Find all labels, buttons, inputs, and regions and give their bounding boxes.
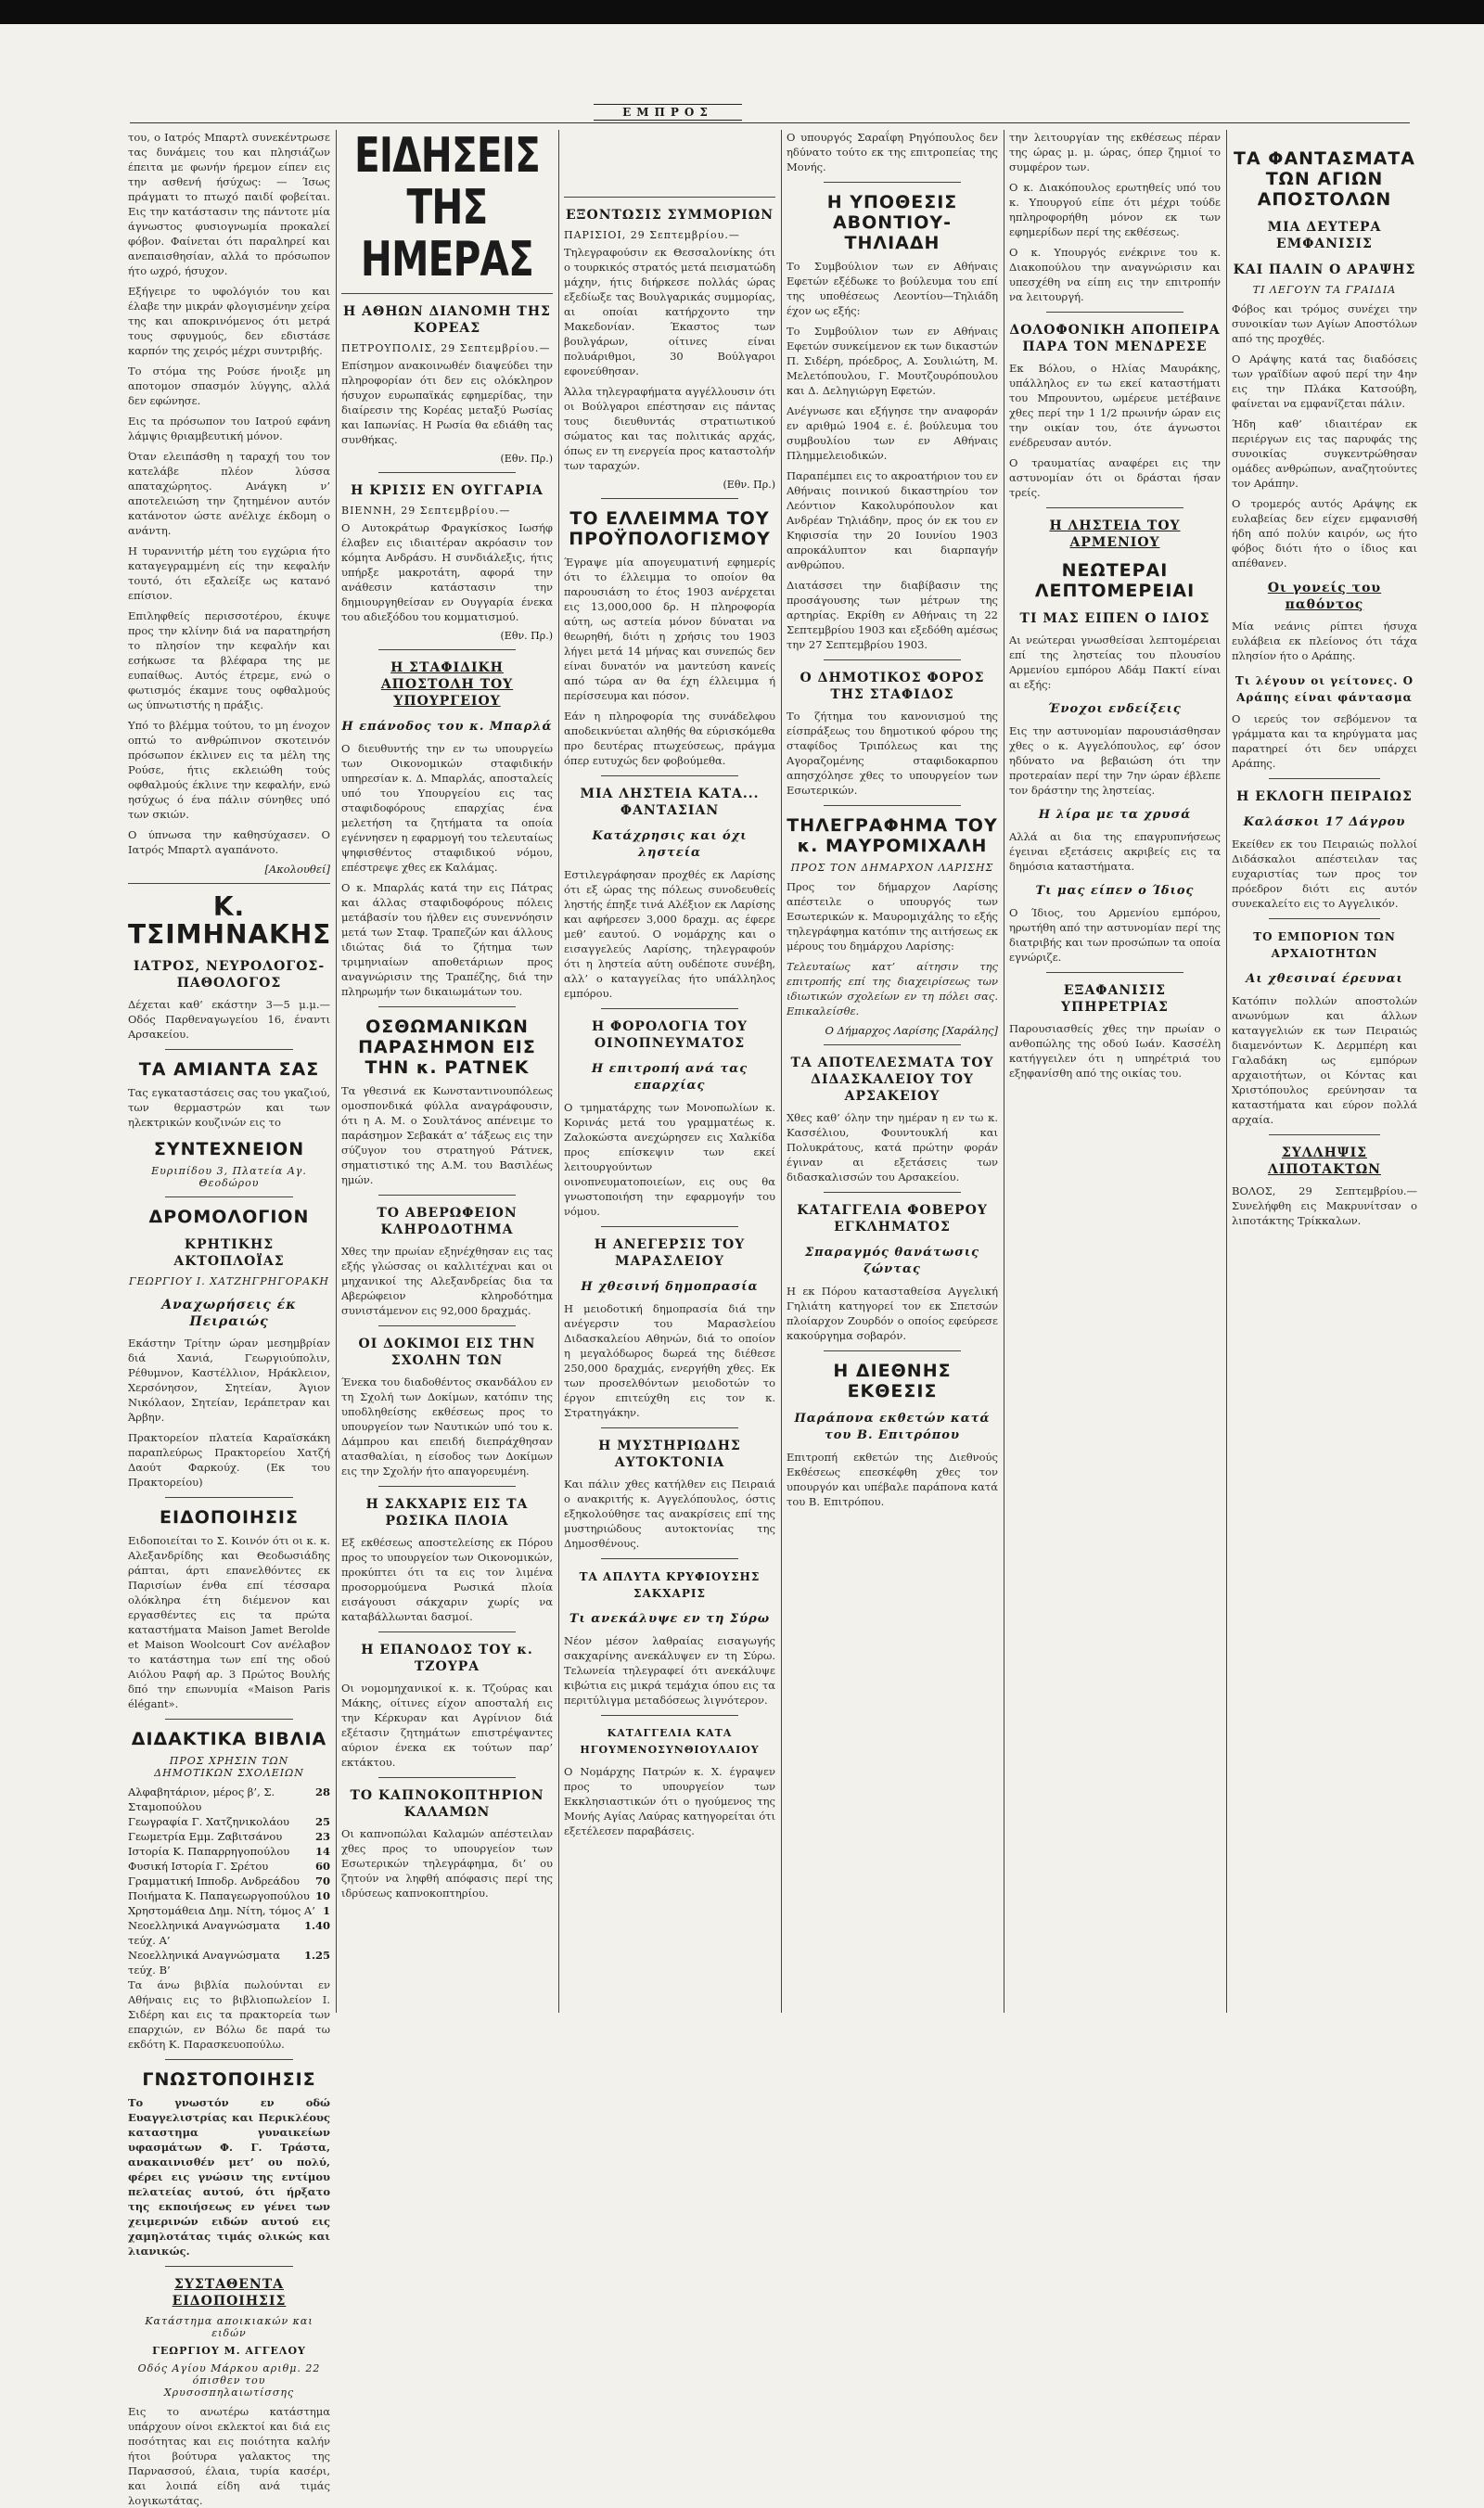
article-heading: Η ΚΡΙΣΙΣ ΕΝ ΟΥΓΓΑΡΙΑ <box>351 483 544 498</box>
article-heading: Η ΣΤΑΦΙΔΙΚΗ ΑΠΟΣΤΟΛΗ ΤΟΥ ΥΠΟΥΡΓΕΙΟΥ <box>380 660 514 709</box>
books-subheading: ΠΡΟΣ ΧΡΗΣΙΝ ΤΩΝ ΔΗΜΟΤΙΚΩΝ ΣΧΟΛΕΙΩΝ <box>154 1755 304 1779</box>
ad-heading: ΤΑ ΑΜΙΑΝΤΑ ΣΑΣ <box>138 1059 320 1080</box>
article-text: του, ο Ιατρός Μπαρτλ συνεκέντρωσε τας δυνάμεις του και πλησιάζων έπειτα με φωνήν ήρεμον είπεν εις την ασθενή ήσύχως: — Ίσως πράγματι το πτωχό παιδί φοβείται. Εις την κατάστασιν της πάντοτε μία άγνωστος φυσιογνωμία προκαλεί φόβον. Φαίνεται ότι παραληρεί και ανεπαισθησίαν, αλλά το πρόσωπον ήτο ωχρό, ήσυχον. <box>128 131 330 277</box>
article-heading: ΤΟ ΕΜΠΟΡΙΟΝ ΤΩΝ ΑΡΧΑΙΟΤΗΤΩΝ <box>1253 930 1396 960</box>
divider <box>1046 972 1183 973</box>
ad-text: Εκάστην Τρίτην ώραν μεσημβρίαν διά Χανιά, Γεωργιούπολιν, Ρέθυμνον, Καστέλλιον, Ηράκλειον, Χερσόνησον, Σητείαν, Άγιον Νικόλαον, Σητείαν, Ιεράπετραν και Άρβην. <box>128 1337 330 1424</box>
divider <box>378 1195 516 1196</box>
divider <box>601 1715 738 1716</box>
article-text: Το Συμβούλιον των εν Αθήναις Εφετών εξέδωκε το βούλευμα του επί της υποθέσεως Λεοντίου—Τηλιάδη έχον ως εξής: <box>787 260 998 317</box>
news-source: (Εθν. Πρ.) <box>500 453 553 465</box>
article-heading: ΣΥΛΛΗΨΙΣ ΛΙΠΟΤΑΚΤΩΝ <box>1268 1145 1381 1177</box>
article-heading: Η ΕΠΑΝΟΔΟΣ ΤΟΥ κ. ΤΖΟΥΡΑ <box>361 1643 533 1674</box>
article-text: Ο Αυτοκράτωρ Φραγκίσκος Ιωσήφ έλαβεν εις ιδιαιτέραν ακρόασιν τον κόμητα Ανδράσυ. Η συνδιάλεξις, ήτις υπήρξε μακροτάτη, αφορά την ανάθεσιν κατάστασιν την δημιουργηθείσαν εν Ουγγαρία ένεκα του αδιεξόδου του κομματισμού. <box>341 521 553 623</box>
article-lead: Κατάχρησις και όχι ληστεία <box>592 829 748 860</box>
article-text: Ο ιερεύς τον σεβόμενον τα γράμματα και τα κηρύγματα μας παρατηρεί ότι δεν υπάρχει Αράπης. <box>1232 712 1417 770</box>
divider <box>165 2059 293 2060</box>
divider <box>378 1486 516 1487</box>
article-text: Ο κ. Διακόπουλος ερωτηθείς υπό του κ. Υπουργού είπε ότι μέχρι τούδε ηπληροφορήθη μόνον εκ των εφημερίδων περί της εκθέσεως. <box>1009 181 1221 238</box>
article-text: Το στόμα της Ρούσε ήνοιξε μη αποτομον σπασμόν λύγγης, αλλά δεν εφώνησε. <box>128 365 330 407</box>
article-heading: ΤΑ ΦΑΝΤΑΣΜΑΤΑ ΤΩΝ ΑΓΙΩΝ ΑΠΟΣΤΟΛΩΝ <box>1234 148 1415 210</box>
header-rule <box>130 122 1410 123</box>
divider <box>1046 507 1183 508</box>
article-heading: ΔΟΛΟΦΟΝΙΚΗ ΑΠΟΠΕΙΡΑ ΠΑΡΑ ΤΟΝ ΜΕΝΔΡΕΣΕ <box>1009 323 1221 354</box>
divider <box>564 197 775 198</box>
shop-address: Οδός Αγίου Μάρκου αριθμ. 22 όπισθεν του Χρυσοσπηλαιωτίσσης <box>137 2362 321 2399</box>
article-text: Εκ Βόλου, ο Ηλίας Μαυράκης, υπάλληλος εν τω εκεί καταστήματι του Μπρουντου, ωμέρευε μετέβαινε χθες περί την 1 1/2 πρωινήν ώραν εις την οικίαν του, ότε άγνωστοι ενέδρευσαν αυτόν. <box>1009 362 1221 449</box>
news-source: (Εθν. Πρ.) <box>500 630 553 642</box>
article-text: Οι καπνοπώλαι Καλαμών απέστειλαν χθες προς το υπουργείον των Εσωτερικών τηλεγράφημα, δι’ ου ζητούν να ληφθή απόφασις περί της ιδρύσεως καπνοκοπτηρίου. <box>341 1827 553 1900</box>
article-text: Επιτροπή εκθετών της Διεθνούς Εκθέσεως επεσκέφθη χθες τον υπουργόν και υπέβαλε παράπονα κατά του Β. Επιτρόπου. <box>787 1451 998 1508</box>
divider <box>1269 1134 1380 1135</box>
divider <box>1269 918 1380 919</box>
article-heading: ΟΙ ΔΟΚΙΜΟΙ ΕΙΣ ΤΗΝ ΣΧΟΛΗΝ ΤΩΝ <box>358 1337 536 1368</box>
article-text: Φόβος και τρόμος συνέχει την συνοικίαν των Αγίων Αποστόλων από της προχθές. <box>1232 302 1417 345</box>
masthead: ΕΜΠΡΟΣ <box>594 104 742 121</box>
article-subheading: ΤΙ ΛΕΓΟΥΝ ΤΑ ΓΡΑΙΔΙΑ <box>1252 284 1397 296</box>
divider <box>601 775 738 776</box>
shop-text: Εις το ανωτέρω κατάστημα υπάρχουν οίνοι εκλεκτοί και διά εις ποσότητας και εις ποιότητα καλήν ήτοι βούτυρα γαλακτος της Παρνασσού, έλαια, τυρία κασέρι, και λοιπά είδη ανά τιμάς λογικωτάτας. <box>128 2405 330 2507</box>
article-text: Έγραψε μία απογευματινή εφημερίς ότι το έλλειμμα το οποίον θα παρουσιάση το έτος 1903 ανέρχεται εις 13,000,000 δρ. Η πληροφορία αύτη, ως αστεία μόνον δύναται να θεωρηθή, διότι η χρήσις του 1903 λήγει μετά 14 μήνας και συνεπώς δεν είναι δυνατόν να μαντεύση κανείς από τώρα αν θα έχη έλλειμμα ή περίσσευμα και πόσον. <box>564 556 775 702</box>
article-text: Παραπέμπει εις το ακροατήριον του εν Αθήναις ποινικού δικαστηρίου τον Λεόντιον Κακολυρόπουλον και Ανδρέαν Τηλιάδην, προς όν εκ του εν Κηφισσία την 20 Ιουνίου 1903 απροκάλυπτον και διαρπαγήν ανθρώπου. <box>787 469 998 571</box>
article-lead: Καλάσκοι 17 Δάγρου <box>1243 815 1406 829</box>
divider <box>378 1325 516 1326</box>
shop-owner: ΓΕΩΡΓΙΟΥ Μ. ΑΓΓΕΛΟΥ <box>152 2345 306 2357</box>
column-1 <box>128 130 332 2507</box>
ad-text: Δέχεται καθ’ εκάστην 3—5 μ.μ.—Οδός Παρθεναγωγείου 16, έναντι Αρσακείου. <box>128 998 330 1041</box>
article-heading: ΤΟ ΕΛΛΕΙΜΜΑ ΤΟΥ ΠΡΟΫΠΟΛΟΓΙΣΜΟΥ <box>569 508 771 549</box>
article-text: Εάν η πληροφορία της συνάδελφου αποδεικνύεται αληθής θα εύρισκόμεθα προ δευτέρας πτωχεύσεως, πράγμα όπερ ευτυχώς δεν φοβούμεθα. <box>564 710 775 767</box>
column-3 <box>564 130 775 2013</box>
article-heading: ΤΑ ΑΠΟΤΕΛΕΣΜΑΤΑ ΤΟΥ ΔΙΔΑΣΚΑΛΕΙΟΥ ΤΟΥ ΑΡΣΑΚΕΙΟΥ <box>790 1056 994 1104</box>
book-row: Γραμματική Ιπποδρ. Ανδρεάδου 70 <box>128 1875 330 1887</box>
article-lead: Τι ανεκάλυψε εν τη Σύρω <box>569 1612 771 1626</box>
article-lead: Τι λέγουν οι γείτονες. Ο Αράπης είναι φάντασμα <box>1235 674 1414 704</box>
books-heading: ΔΙΔΑΚΤΙΚΑ ΒΙΒΛΙΑ <box>131 1729 327 1749</box>
article-text: Χθες καθ’ όλην την ημέραν η εν τω κ. Κασσέλιου, Φουντουκλή και Πολυκράτους, κατά πρώτην φοράν έγιναν αι εξετάσεις των διδασκαλισσών του Αρσακείου. <box>787 1111 998 1184</box>
article-text: Διατάσσει την διαβίβασιν της προσάγουσης των μέτρων της αρτηρίας. Εκρίθη εν Αθήναις τη 22 Σεπτεμβρίου 1903 και εξεδόθη αμέσως την 27 Σεπτεμβρίου 1903. <box>787 579 998 651</box>
ad-text: Πρακτορείον πλατεία Καραϊσκάκη παραπλεύρως Πρακτορείου Χατζή Δαούτ Φαρκούχ. (Εκ του Πρακτορείου) <box>128 1431 330 1489</box>
article-text: Η μειοδοτική δημοπρασία διά την ανέγερσιν του Μαρασλείου Διδασκαλείου Αθηνών, διά το οποίον η μεγαλόδωρος δωρεά της διέθεσε 250,000 δραχμάς, ενεργήθη χθες. Εκ των προσελθόντων μειοδοτών το έργον επιτεύχθη εις τον κ. Στρατηγάκην. <box>564 1302 775 1419</box>
divider <box>824 182 961 183</box>
article-lead: Ένοχοι ενδείξεις <box>1048 702 1182 716</box>
divider <box>378 1777 516 1778</box>
shop-heading: ΣΥΣΤΑΘΕΝΤΑ ΕΙΔΟΠΟΙΗΣΙΣ <box>172 2277 287 2309</box>
article-text: Κατόπιν πολλών αποστολών ανωνύμων και άλλων καταγγελιών εκ των Πειραιώς διαμενόντων Κ. Δερμπέρη και Γαλαδάκη ως εμπόρων αρχαιοτήτων, οι Κόντας και Χριστόπουλος ερεύνησαν τα καταστήματα και εύρον πολλά αρχαία. <box>1232 994 1417 1126</box>
column-2 <box>341 130 553 2013</box>
article-text: Υπό το βλέμμα τούτου, το μη ένοχον οπτώ το ανθρώπινον σκοτεινόν πρόσωπον έκλινεν εις τα μέλη της Ρούσε, ήτις εκλειώθη τούς οφθαλμούς έκλινε την κεφαλήν, ενώ ησύχως ό ένα πάλιν σύνηθες υπό των σκιών. <box>128 719 330 821</box>
article-heading: Η ΑΝΕΓΕΡΣΙΣ ΤΟΥ ΜΑΡΑΣΛΕΙΟΥ <box>594 1237 746 1269</box>
article-heading: Η ΜΥΣΤΗΡΙΩΔΗΣ ΑΥΤΟΚΤΟΝΙΑ <box>598 1439 741 1470</box>
article-text: Εις τα πρόσωπον του Ιατρού εφάνη λάμψις θριαμβευτική μόνον. <box>128 415 330 442</box>
shop-subheading: Κατάστημα αποικιακών και ειδών <box>145 2315 313 2339</box>
article-text: Ένεκα του διαδοθέντος σκανδάλου εν τη Σχολή των Δοκίμων, κατόπιν της υποδληθείσης εκθέσεως προς το υπουργείον των Ναυτικών υπό του κ. Δάμπρου και επειδή διεπράχθησαν ατασθαλίαι, η είσοδος των Δοκίμων εις την Σχολήν ήτο απαγορευμένη. <box>341 1376 553 1478</box>
article-text: Το ζήτημα του κανονισμού της είσπράξεως του δημοτικού φόρου της σταφίδος Τριπόλεως και της Αγοραζομένης σταφιδοκαρπου απησχόλησε χθες το υπουργείον των Εσωτερικών. <box>787 710 998 797</box>
article-text: Οι νομομηχανικοί κ. κ. Τζούρας και Μάκης, οίτινες είχον αποσταλή εις την Κέρκυραν και Αγρίνιον διά εξέτασιν ζητημάτων επιστρέψαντες αύριον ένεκα εκ τούτων παρ’ εκτάκτου. <box>341 1682 553 1769</box>
article-text: την λειτουργίαν της εκθέσεως πέραν της ώρας μ. μ. ώρας, όπερ ζημιοί το συμφέρον των. <box>1009 131 1221 173</box>
dateline: ΠΑΡΙΣΙΟΙ, 29 Σεπτεμβρίου.— <box>564 229 740 241</box>
article-heading: ΤΗΛΕΓΡΑΦΗΜΑ ΤΟΥ κ. ΜΑΥΡΟΜΙΧΑΛΗ <box>787 815 998 856</box>
divider <box>1046 312 1183 313</box>
divider <box>378 649 516 650</box>
article-text: Ο Ίδιος, του Αρμενίου εμπόρου, ηρωτήθη από την αστυνομίαν περί της διατριβής και των προσώπων τα οποία εγνώριζε. <box>1009 906 1221 964</box>
article-text: Ο ύπνωσα την καθησύχασεν. Ο Ιατρός Μπαρτλ αγαπάνοτο. <box>128 828 330 856</box>
article-lead: Σπαραγμός θανάτωσις ζώντας <box>804 1246 980 1276</box>
column-6 <box>1232 130 1417 2013</box>
article-text: Ανέγνωσε και εξήγησε την αναφοράν εν αριθμώ 1904 ε. έ. βούλευμα του συμβουλίου των εν Αθήναις Πλημμελειοδικών. <box>787 404 998 462</box>
article-heading: ΤΑ ΑΠΛΥΤΑ ΚΡΥΦΙΟΥΣΗΣ ΣΑΚΧΑΡΙΣ <box>579 1570 761 1600</box>
column-separator <box>336 130 337 2013</box>
article-text: Αλλά αι δια της επαγρυπνήσεως έγειναι εξετάσεις ακριβείς εις τα δημόσια καταστήματα. <box>1009 830 1221 873</box>
divider <box>601 1008 738 1009</box>
book-row: Ιστορία Κ. Παπαρρηγοπούλου 14 <box>128 1845 330 1858</box>
article-heading: ΤΟ ΚΑΠΝΟΚΟΠΤΗΡΙΟΝ ΚΑΛΑΜΩΝ <box>350 1788 544 1820</box>
article-heading: Η ΦΟΡΟΛΟΓΙΑ ΤΟΥ ΟΙΝΟΠΝΕΥΜΑΤΟΣ <box>591 1019 748 1051</box>
continued-note: [Ακολουθεί] <box>264 863 330 876</box>
dateline: ΒΙΕΝΝΗ, 29 Σεπτεμβρίου.— <box>341 505 511 517</box>
article-heading: ΤΟ ΑΒΕΡΩΦΕΙΟΝ ΚΛΗΡΟΔΟΤΗΜΑ <box>377 1206 518 1237</box>
book-row: Γεωμετρία Εμμ. Ζαβιτσάνου 23 <box>128 1830 330 1843</box>
article-heading: Η ΛΗΣΤΕΙΑ ΤΟΥ ΑΡΜΕΝΙΟΥ <box>1049 518 1181 550</box>
books-list <box>128 1785 330 1977</box>
article-text: Ο τραυματίας αναφέρει εις την αστυνομίαν ότι οι δράσται ήσαν τρείς. <box>1009 456 1221 499</box>
article-text: Ο τρομερός αυτός Αράψης εκ ευλαβείας δεν είχεν εμφανισθή ήδη από πολύν καιρόν, ως ήτο φόβος διότι ήτο ο ίδιος και απέθανεν. <box>1232 497 1417 569</box>
article-text: Και πάλιν χθες κατήλθεν εις Πειραιά ο ανακριτής κ. Αγγελόπουλος, όστις εξηκολούθησε τας ανακρίσεις επί της μυστηριώδους αυτοκτονίας της Δημοσθένους. <box>564 1478 775 1550</box>
article-heading: Η ΕΚΛΟΓΗ ΠΕΙΡΑΙΩΣ <box>1236 789 1413 804</box>
article-heading: ΕΞΟΝΤΩΣΙΣ ΣΥΜΜΟΡΙΩΝ <box>565 208 774 223</box>
column-4 <box>787 130 998 2013</box>
column-separator <box>558 130 559 2013</box>
divider <box>1269 778 1380 779</box>
dateline: ΠΕΤΡΟΥΠΟΛΙΣ, 29 Σεπτεμβρίου.— <box>341 342 551 354</box>
article-text: Η εκ Πόρου κατασταθείσα Αγγελική Γηλιάτη κατηγορεί τον εκ Σπετσών πλοίαρχον Ζουρδόν ο οποίος εφεύρεσε κακούργημα σοβαρόν. <box>787 1285 998 1342</box>
divider <box>341 293 553 294</box>
divider <box>165 1719 293 1720</box>
article-text: Εξ εκθέσεως αποστελείσης εκ Πόρου προς το υπουργείον των Οικονομικών, προκύπτει ότι τα εις τον λιμένα προσορμούμενα Ρωσικά πλοία εισάγουσι σάκχαριν χωρίς να καταβάλλωνται δασμοί. <box>341 1536 553 1623</box>
divider <box>601 1558 738 1559</box>
notice-text: Ειδοποιείται το Σ. Κοινόν ότι οι κ. κ. Αλεξανδρίδης και Θεοδωσιάδης ράπται, άρτι επανελθόντες εκ Παρισίων ένθα επί τέσσαρα ολόκληρα έτη διέμενον και εργασθέντες εις τα πρώτα καταστήματα Maison Jamet Berolde et Maison Woolcourt Cov ανέλαβον το κατάστημα των επί της οδού Αιόλου Ραφή αρ. 3 Πρώτος Βουλής δπό την επωνυμία «Maison Paris élégant». <box>128 1534 330 1710</box>
article-text: Νέον μέσον λαθραίας εισαγωγής σακχαρίνης ανεκάλυψεν εν τη Σύρω. Τελωνεία τηλεγραφεί ότι ανεκάλυψε κιβώτια εις μικρά τεμάχια όπου εις τα περιτύλιγμα μεταδόσεως λιγνότερον. <box>564 1634 775 1707</box>
top-black-bar <box>0 0 1484 24</box>
page-title: ΕΙΔΗΣΕΙΣ ΤΗΣ ΗΜΕΡΑΣ <box>353 128 541 288</box>
article-text: Μία νεάνις ρίπτει ήσυχα ευλάβεια εκ πλείονος ότι τάχα πλησίον ήτο ο Αράπης. <box>1232 620 1417 662</box>
article-text: Επιληφθείς περισσοτέρου, έκυψε προς την κλίνην διά να παρατηρήση το πλησίον την κεφαλήν και εσήκωσε τα βλέφαρα της με ευπαίθως. Αυτός έτρεμε, ενώ ο φωτισμός έκαμνε τους οφθαλμούς ως ύπνωτιστής η πράξις. <box>128 609 330 711</box>
article-text: Εστιλεγράφησαν προχθές εκ Λαρίσης ότι εξ ώρας της πόλεως συνοδευθείς ληστής έπηξε τινά Αλέξιον εκ Λαρίσης και αφήρεσεν 3,000 δραχμ. ας έφερε μεθ’ εαυτού. Ο νομάρχης και ο εισαγγελεύς Λαρίσης, τηλεγραφούν ότι η ληστεία αύτη ουδέποτε συνέβη, αλλ’ ο καταγγείλας ήτο υπάλληλος εμπόρου. <box>564 868 775 1000</box>
ad-text: Τας εγκαταστάσεις σας του γκαζιού, των θερμαστρών και των ηλεκτρικών κουζινών εις το <box>128 1086 330 1129</box>
divider <box>824 1192 961 1193</box>
book-row: Ποιήματα Κ. Παπαγεωργοπούλου 10 <box>128 1889 330 1902</box>
book-row: Αλφαβητάριον, μέρος β’, Σ. Σταμοπούλου 28 <box>128 1785 330 1813</box>
article-subheading: ΚΑΙ ΠΑΛΙΝ Ο ΑΡΑΨΗΣ <box>1233 262 1416 277</box>
divider <box>128 883 330 884</box>
article-lead: Η επιτροπή ανά τας επαρχίας <box>591 1062 748 1093</box>
signature: Ο Δήμαρχος Λαρίσης [Χαράλης] <box>825 1024 998 1037</box>
article-lead: Αι χθεσιναί έρευναι <box>1246 972 1403 986</box>
article-subheading: ΜΙΑ ΔΕΥΤΕΡΑ ΕΜΦΑΝΙΣΙΣ <box>1267 220 1382 251</box>
article-heading: ΕΞΑΦΑΝΙΣΙΣ ΥΠΗΡΕΤΡΙΑΣ <box>1061 983 1169 1015</box>
article-text: Τηλεγραφούσιν εκ Θεσσαλονίκης ότι ο τουρκικός στρατός μετά πεισματώδη μάχην, ήτις διήρκεσε πολλάς ώρας εξεδίωξε τας Βουλγαρικάς συμμορίας, αι οποίαι κατήρχοντο την Μακεδονίαν. Έκαστος των βουλγάρων, οίτινες είναι πολυάριθμοι, 30 Βούλγαροι εφονεύθησαν. <box>564 246 775 377</box>
book-row: Χρηστομάθεια Δημ. Νίτη, τόμος Α’ 1 <box>128 1904 330 1917</box>
article-heading: ΚΑΤΑΓΓΕΛΙΑ ΦΟΒΕΡΟΥ ΕΓΚΛΗΜΑΤΟΣ <box>797 1203 988 1235</box>
divider <box>601 1226 738 1227</box>
announcement-text: Το γνωστόν εν οδώ Ευαγγελιστρίας και Περικλέους καταστημα γυναικείων υφασμάτων Φ. Γ. Τράστα, ανακαινισθέν μετ’ ου πολύ, φέρει εις γνώσιν της εντίμου πελατείας αυτού, ότι ήρξατο της εκποιήσεως εν γένει των χειμερινών ειδών αυτού εις χαμηλοτάτας τιμάς ολικώς και λιανικώς. <box>128 2096 330 2258</box>
article-lead: Η επάνοδος του κ. Μπαρλά <box>341 720 553 734</box>
ad-subheading: ΙΑΤΡΟΣ, ΝΕΥΡΟΛΟΓΟΣ-ΠΑΘΟΛΟΓΟΣ <box>133 959 326 991</box>
ad-address: Ευριπίδου 3, Πλατεία Αγ. Θεοδώρου <box>151 1165 307 1189</box>
book-row: Νεοελληνικά Αναγνώσματα τεύχ. Α’ 1.40 <box>128 1919 330 1947</box>
article-text: ΒΟΛΟΣ, 29 Σεπτεμβρίου.— Συνελήφθη εις Μακρυνίτσαν ο λιποτάκτης Τρίκκαλων. <box>1232 1184 1417 1227</box>
article-heading: Ο ΔΗΜΟΤΙΚΟΣ ΦΟΡΟΣ ΤΗΣ ΣΤΑΦΙΔΟΣ <box>800 671 985 702</box>
article-text: Ο υπουργός Σαραΐφη Ρηγόπουλος δεν ηδύνατο τούτο εκ της επιτροπείας της Μονής. <box>787 131 998 173</box>
article-text: Ο διευθυντής την εν τω υπουργείω των Οικονομικών σταφιδικήν υπηρεσίαν κ. Δ. Μπαρλάς, αποσταλείς υπό του Υπουργείου εις τας σταφιδοφόρους επαρχίας ένα μελετήση τα ζητήματα τα οποία εγέννησεν η εφαρμογή του τελευταίως ψηφισθέντος σταφιδικού νόμου, επέστρεψε χθες εκ Καλάμας. <box>341 742 553 874</box>
article-lead: Η λίρα με τα χρυσά <box>1038 808 1192 822</box>
article-text: Ο κ. Μπαρλάς κατά την εις Πάτρας και άλλας σταφιδοφόρους πόλεις μετάβασίν του ήλθεν εις συνεννόησιν μετά των Σταφ. Τραπεζών και άλλους ιδιώτας διά το ζήτημα των τριμηνιαίων αποθετάριων προς αναγνώρισιν της Τραπέζης, διά την πληρωμήν των δικαιωμάτων του. <box>341 881 553 998</box>
ad-subheading: ΚΡΗΤΙΚΗΣ ΑΚΤΟΠΛΟΪΑΣ <box>173 1237 285 1269</box>
divider <box>824 1044 961 1045</box>
divider <box>601 1427 738 1428</box>
divider <box>165 1196 293 1197</box>
divider <box>824 1350 961 1351</box>
article-text: Ο τμηματάρχης των Μονοπωλίων κ. Κορινάς μετά του γραμματέως κ. Ζαλοκώστα ανεχώρησεν εις Χαλκίδα προς επίσκεψιν των εκεί λειτουργούντων οινοπνευματοποιείων, εις ους θα γνωστοποιήση την εφαρμογήν του νόμου. <box>564 1101 775 1218</box>
divider <box>378 1006 516 1007</box>
article-text: Ήδη καθ’ ιδιαιτέραν εκ περιέργων εις τας παρυφάς της συνοικίας συγκεντρώθησαν ομάδες ανθρώπων, αναζητούντες τον Αράπην. <box>1232 417 1417 490</box>
article-text: Αι νεώτεραι γνωσθείσαι λεπτομέρειαι επί της ληστείας του πλουσίου Αρμενίου εμπόρου Αδάμ Πακτί είναι αι εξής: <box>1009 633 1221 691</box>
article-text: Χθες την πρωίαν εξηνέχθησαν εις τας εξής γλώσσας οι καλλιτέχναι και οι μηχανικοί της Αλεξανδρείας δια τα Αβερώφειον κληροδότημα συνιστάμενον εις 92,000 δραχμάς. <box>341 1245 553 1317</box>
divider <box>165 2266 293 2267</box>
article-text: Ο Νομάρχης Πατρών κ. Χ. έγραψεν προς το υπουργείον των Εκκλησιαστικών ότι ο ηγούμενος της Μονής Αγίας Λαύρας κατηγορείται ότι εξετέλεσεν παραβάσεις. <box>564 1765 775 1837</box>
article-text: Η τυραννιτήρ μέτη του εγχώρια ήτο καταγεγραμμένη είς την κεφαλήν τουτό, ότι εξαλείξε ως κατανό επίσιον. <box>128 544 330 602</box>
article-lead: Η χθεσινή δημοπρασία <box>581 1280 759 1294</box>
article-heading: Η ΥΠΟΘΕΣΙΣ ΑΒΟΝΤΙΟΥ-ΤΗΛΙΑΔΗ <box>826 192 958 253</box>
announcement-heading: ΓΝΩΣΤΟΠΟΙΗΣΙΣ <box>142 2069 316 2090</box>
article-heading: ΚΑΤΑΓΓΕΛΙΑ ΚΑΤΑ ΗΓΟΥΜΕΝΟΣΥΝΘΙΟΥΛΑΙΟΥ <box>580 1727 760 1756</box>
article-lead: Οι γονείς του παθόντος <box>1267 581 1382 612</box>
book-row: Φυσική Ιστορία Γ. Σρέτου 60 <box>128 1860 330 1873</box>
ad-heading: Κ. ΤΣΙΜΗΝΑΚΗΣ <box>128 891 332 950</box>
books-footer: Τα άνω βιβλία πωλούνται εν Αθήναις εις το βιβλιοπωλείον Ι. Σιδέρη και εις τα πρακτορεία των επαρχιών, εν Βόλω δε παρά τω εκδότη Κ. Παρασκευοπούλω. <box>128 1978 330 2051</box>
article-text: Ο κ. Υπουργός ενέκρινε του κ. Διακοπούλου την αναγνώρισιν και υπεσχέθη να είπη εις την επιτροπήν να λειτουργή. <box>1009 246 1221 303</box>
article-text: Το Συμβούλιον των εν Αθήναις Εφετών συνκείμενον εκ των δικαστών Π. Σιδέρη, πρόεδρος, Α. Σουλιώτη, Μ. Μελετόπουλου, Γ. Μουτζουρόπουλου και Δ. Δεληγιώργη Εφετών. <box>787 325 998 397</box>
ad-heading: ΔΡΟΜΟΛΟΓΙΟΝ <box>148 1207 310 1227</box>
article-heading: Η ΑΘΗΩΝ ΔΙΑΝΟΜΗ ΤΗΣ ΚΟΡΕΑΣ <box>343 304 551 336</box>
article-heading: Η ΔΙΕΘΝΗΣ ΕΚΘΕΣΙΣ <box>833 1361 952 1401</box>
article-text: Εκείθεν εκ του Πειραιώς πολλοί Διδάσκαλοι απέστειλαν τας ευχαριστίας των προς τον πρόεδρον διότι εις αυτόν συνεκαλείτο εις το Αγγελικόν. <box>1232 838 1417 910</box>
article-heading: Η ΣΑΚΧΑΡΙΣ ΕΙΣ ΤΑ ΡΩΣΙΚΑ ΠΛΟΙΑ <box>365 1497 529 1529</box>
column-5 <box>1009 130 1221 2013</box>
article-heading: ΟΣΘΩΜΑΝΙΚΩΝ ΠΑΡΑΣΗΜΟΝ ΕΙΣ ΤΗΝ κ. ΡΑΤΝΕΚ <box>358 1017 536 1078</box>
divider <box>378 472 516 473</box>
column-separator <box>781 130 782 2013</box>
ad-brand: ΣΥΝΤΕΧΝΕΙΟΝ <box>153 1139 305 1159</box>
article-text: Όταν ελειπάσθη η ταραχή του τον κατελάβε πλέον λύσσα απαταχώρητος. Ανάγκη ν’ αποτελειώση την ζητημένον αυτόν κατάνοτον ώστε ανέλιχε έκδομη ο ανάντη. <box>128 450 330 537</box>
divider <box>824 805 961 806</box>
article-text: Τα γθεσινά εκ Κωνσταντινουπόλεως ομοσπονδικά φύλλα αναγράφουσιν, ότι η Α. Μ. ο Σουλτάνος απένειμε το παράσημον Σεβακάτ α’ τάξεως εις την σύζυγον του στρατηγού Ράτνεκ, σηματιστικό της Α.Μ. του Βασιλέως ημών. <box>341 1084 553 1186</box>
article-subheading: ΠΡΟΣ ΤΟΝ ΔΗΜΑΡΧΟΝ ΛΑΡΙΣΗΣ <box>790 862 994 874</box>
book-row: Νεοελληνικά Αναγνώσματα τεύχ. Β’ 1.25 <box>128 1949 330 1977</box>
article-subheading: ΝΕΩΤΕΡΑΙ ΛΕΠΤΟΜΕΡΕΙΑΙ <box>1034 560 1196 601</box>
article-lead: Παράπονα εκθετών κατά του Β. Επιτρόπου <box>794 1412 991 1442</box>
article-text: Εις την αστυνομίαν παρουσιάσθησαν χθες ο κ. Αγγελόπουλος, εφ’ όσον ηδύνατο να βεβαιώση ότι την προτεραίαν περί την 7ην ώραν έβλεπε τον δράστην της ληστείας. <box>1009 724 1221 797</box>
article-text: Προς τον δήμαρχον Λαρίσης απέστειλε ο υπουργός των Εσωτερικών κ. Μαυρομιχάλης το εξής τηλεγράφημα κατόπιν της αιτήσεως εκ μέρους του δημάρχου Λαρίσης: <box>787 880 998 953</box>
book-row: Γεωγραφία Γ. Χατζηνικολάου 25 <box>128 1815 330 1828</box>
article-subheading: ΤΙ ΜΑΣ ΕΙΠΕΝ Ο ΙΔΙΟΣ <box>1019 611 1210 626</box>
ad-owner: ΓΕΩΡΓΙΟΥ Ι. ΧΑΤΖΗΓΡΗΓΟΡΑΚΗ <box>128 1275 330 1287</box>
divider <box>165 1049 293 1050</box>
article-text: Παρουσιασθείς χθες την πρωίαν ο ανθοπώλης της οδού Ιωάν. Κασσέλη κατήγγειλεν ότι η υπηρέτριά του εξηφανίσθη από της οικίας του. <box>1009 1022 1221 1080</box>
divider <box>824 659 961 660</box>
article-lead: Τι μας είπεν ο Ίδιος <box>1035 884 1195 898</box>
news-source: (Εθν. Πρ.) <box>723 479 775 491</box>
notice-heading: ΕΙΔΟΠΟΙΗΣΙΣ <box>160 1507 299 1528</box>
article-text: Ο Αράψης κατά τας διαδόσεις των γραϊδίων αφού περί την 4ην εις την Πλάκα Κατσούβη, φαίνεται να εμφανίζεται πάλιν. <box>1232 352 1417 410</box>
article-text: Επίσημον ανακοινωθέν διαψεύδει την πληροφορίαν ότι δεν εις ολόκληρον ήσυχον ευρωπαϊκάς εφημερίδας, την διαίρεσιν της Κορέας μεταξύ Ρωσίας και Ιαπωνίας. Η Ρωσία θα εδιάθη τας συνθήκας. <box>341 359 553 446</box>
divider <box>378 1631 516 1632</box>
column-separator <box>1226 130 1227 2013</box>
article-quote: Τελευταίως κατ’ αίτησιν της επιτροπής επί της διαχειρίσεως των ιδιωτικών σχολείων εν τη πόλει σας. Επικαλείσθε. <box>787 960 998 1017</box>
article-text: Άλλα τηλεγραφήματα αγγέλλουσιν ότι οι Βούλγαροι επέστησαν εις πάντας τους διευθυντάς στρατιωτικού σώματος και τας πολιτικάς αρχάς, όπως εν τη ενεργεία προς καταστολήν των ταραχών. <box>564 385 775 472</box>
article-heading: ΜΙΑ ΛΗΣΤΕΙΑ ΚΑΤΑ... ΦΑΝΤΑΣΙΑΝ <box>580 787 760 818</box>
article-text: Εξήγειρε το υφολόγιόν του και έλαβε την μικράν φλογισμένην χείρα της και αποκρινόμενος ότι μετρά τους σφυγμούς, δεν εδιστάσε καρπόν της χειρός μέχρι συντριβής. <box>128 285 330 357</box>
divider <box>601 498 738 499</box>
ad-lead: Αναχωρήσεις έκ Πειραιώς <box>161 1298 297 1329</box>
divider <box>165 1497 293 1498</box>
